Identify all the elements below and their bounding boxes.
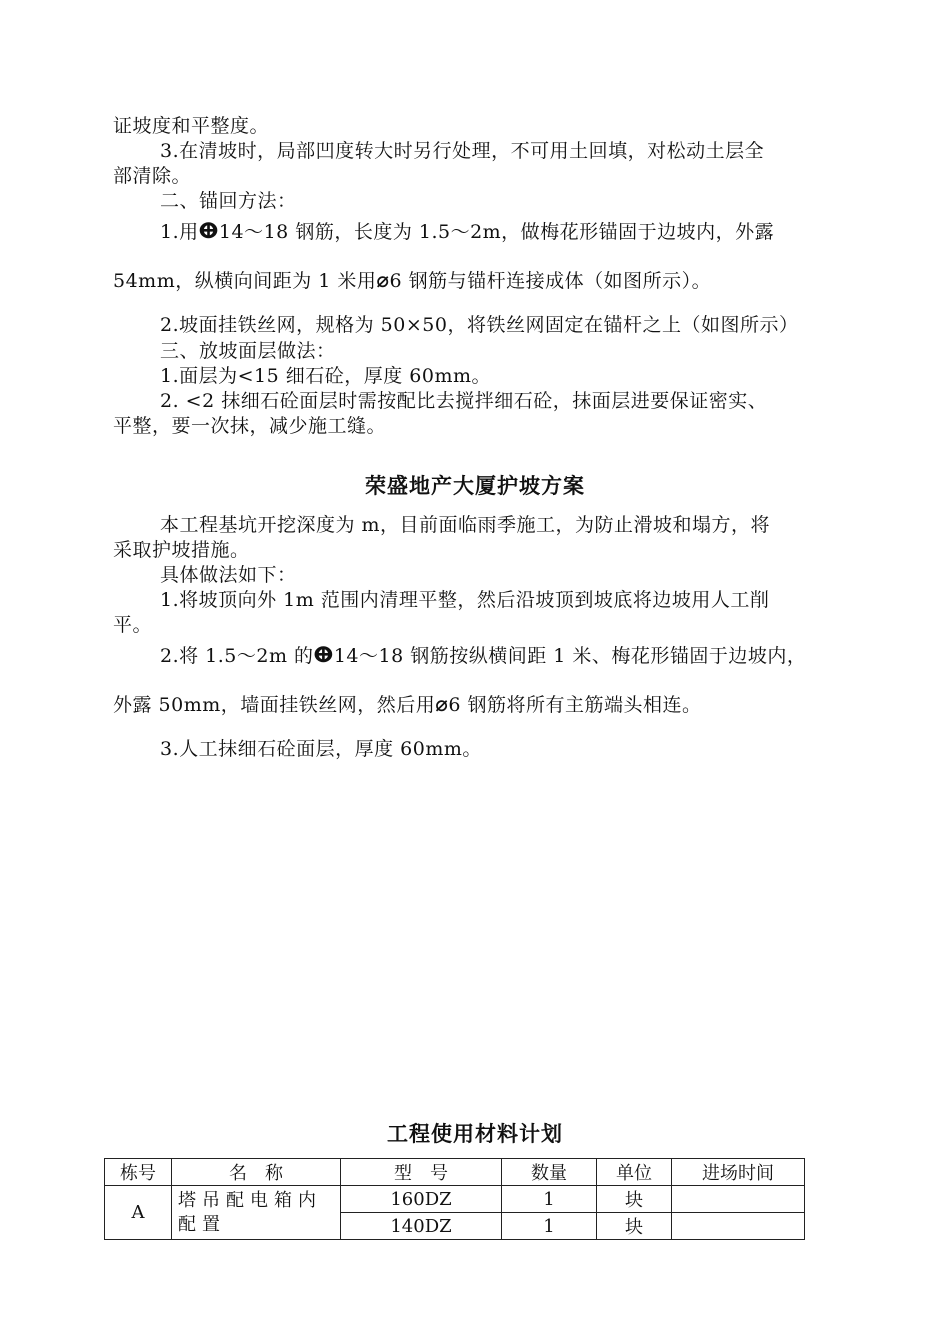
text-segment: 14～18 钢筋按纵横间距 1 米、梅花形锚固于边坡内， (333, 645, 807, 667)
text-segment: 54mm，纵横向间距为 1 米用 (113, 270, 377, 292)
text-line: 采取护坡措施。 (113, 539, 250, 561)
table-title: 工程使用材料计划 (387, 1121, 563, 1146)
text-line (160, 643, 840, 668)
model-cell: 140DZ (341, 1213, 502, 1240)
text-line: 3.人工抹细石砼面层，厚度 60mm。 (160, 738, 482, 760)
qty-cell: 1 (502, 1213, 597, 1240)
diameter-symbol: ⌀ (376, 268, 390, 292)
text-line: 具体做法如下： (160, 564, 297, 586)
text-line: 2.坡面挂铁丝网，规格为 50×50，将铁丝网固定在锚杆之上（如图所示） (160, 314, 799, 336)
text-line: 3.在清坡时，局部凹度转大时另行处理，不可用土回填，对松动土层全 (160, 140, 765, 162)
text-line: 1.面层为<15 细石砼，厚度 60mm。 (160, 365, 492, 387)
text-line: 2. <2 抹细石砼面层时需按配比去搅拌细石砼，抹面层进要保证密实、 (160, 390, 768, 412)
text-line: 平整，要一次抹，减少施工缝。 (113, 415, 387, 437)
model-cell: 160DZ (341, 1186, 502, 1213)
text-segment: 14～18 钢筋，长度为 1.5～2m，做梅花形锚固于边坡内，外露 (218, 221, 775, 243)
diameter-symbol: ⌀ (435, 692, 449, 716)
text-line: 1.将坡顶向外 1m 范围内清理平整，然后沿坡顶到坡底将边坡用人工削 (160, 589, 770, 611)
item-name-cell: 塔吊配电箱内配置 (172, 1186, 341, 1240)
column-header: 栋号 (105, 1159, 172, 1186)
table-row (105, 1186, 805, 1213)
section-heading: 三、放坡面层做法： (160, 340, 336, 362)
rebar-grade-symbol: ⴲ (313, 643, 334, 667)
text-line (113, 692, 837, 717)
text-segment: 2.将 1.5～2m 的 (160, 645, 314, 667)
column-header: 数量 (502, 1159, 597, 1186)
qty-cell: 1 (502, 1186, 597, 1213)
text-segment: 1.用 (160, 221, 199, 243)
text-line: 平。 (113, 614, 153, 636)
column-header: 进场时间 (672, 1159, 805, 1186)
text-segment: 外露 50mm，墙面挂铁丝网，然后用 (113, 694, 436, 716)
unit-cell: 块 (597, 1186, 672, 1213)
text-line: 证坡度和平整度。 (113, 115, 270, 137)
column-header: 型 号 (341, 1159, 502, 1186)
text-line: 部清除。 (113, 165, 192, 187)
table-header-row (105, 1159, 805, 1186)
text-segment: 6 钢筋将所有主筋端头相连。 (448, 694, 702, 716)
text-line (113, 268, 837, 293)
text-line (160, 219, 840, 244)
building-cell: A (105, 1186, 172, 1240)
text-line: 本工程基坑开挖深度为 m，目前面临雨季施工，为防止滑坡和塌方，将 (160, 514, 771, 536)
document-title: 荣盛地产大厦护坡方案 (365, 473, 585, 498)
time-cell (672, 1213, 805, 1240)
unit-cell: 块 (597, 1213, 672, 1240)
column-header: 名 称 (172, 1159, 341, 1186)
time-cell (672, 1186, 805, 1213)
section-heading: 二、锚回方法： (160, 190, 297, 212)
rebar-grade-symbol: ⴲ (198, 219, 219, 243)
text-segment: 6 钢筋与锚杆连接成体（如图所示）。 (389, 270, 712, 292)
materials-table (104, 1158, 805, 1240)
column-header: 单位 (597, 1159, 672, 1186)
